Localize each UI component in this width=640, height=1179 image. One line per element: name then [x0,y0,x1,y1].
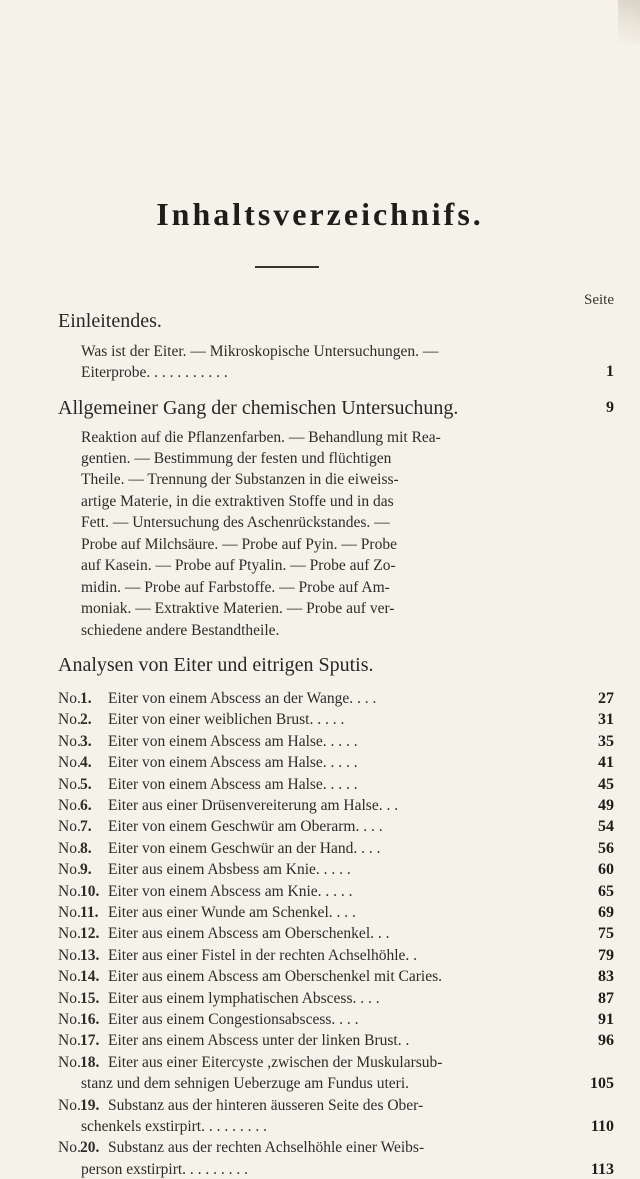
allgemeiner-page: 9 [606,399,614,416]
analysen-entry [58,990,614,1012]
entry-number: 2. [80,711,92,729]
seite-column-label: Seite [584,292,614,308]
einleitendes-page: 1 [606,363,614,380]
entry-no-label: No. [58,946,81,964]
entry-text: Eiter aus einer Drüsenvereiterung am Halse. . . [108,797,399,814]
analysen-entry [58,1139,614,1161]
entry-number: 20. [80,1139,100,1157]
entry-text: Substanz aus der rechten Achselhöhle einer Weibs- [108,1139,425,1157]
section-heading-allgemeiner: Allgemeiner Gang der chemischen Untersuchung. [58,397,459,419]
entry-text: Substanz aus der hinteren äusseren Seite des Ober- [108,1096,424,1114]
analysen-entry [58,925,614,947]
entry-text: Eiter aus einem Congestionsabscess. . . . [108,1011,359,1028]
entry-number: 9. [80,861,92,879]
allgemeiner-line-5: Fett. — Untersuchung des Aschenrückstandes. — [81,514,390,531]
entry-text: Eiter von einem Abscess am Knie. . . . . [108,882,353,900]
analysen-entry [58,968,614,990]
entry-page: 110 [590,1118,614,1135]
entry-no-label: No. [58,818,81,836]
entry-no-label: No. [58,1096,81,1114]
analysen-entry [58,818,614,840]
analysen-entry [58,797,614,819]
allgemeiner-line-7: auf Kasein. — Probe auf Ptyalin. — Probe auf Zo- [81,557,396,574]
entry-number: 1. [80,690,92,707]
entry-text: Eiter von einem Geschwür an der Hand. . . . [108,839,381,857]
allgemeiner-line-1: Reaktion auf die Pflanzenfarben. — Behandlung mit Rea- [81,429,441,446]
entry-no-label: No. [58,1032,81,1050]
allgemeiner-line-3: Theile. — Trennung der Substanzen in die eiweiss- [81,471,399,488]
entry-number: 6. [80,797,92,814]
entry-number: 19. [80,1096,100,1114]
analysen-entry [58,690,614,712]
entry-no-label: No. [58,797,81,814]
entry-page: 41 [598,754,614,772]
analysen-entry [58,711,614,733]
entry-page: 96 [598,1032,614,1050]
entry-number: 8. [80,839,92,857]
entry-page: 45 [598,775,614,793]
entry-no-label: No. [58,754,81,772]
entry-text: Eiter aus einer Eitercyste ,zwischen der Muskularsub- [108,1053,443,1071]
entry-page: 91 [598,1011,614,1028]
entry-number: 11. [80,904,99,921]
allgemeiner-line-9: moniak. — Extraktive Materien. — Probe auf ver- [81,600,395,617]
entry-page: 35 [598,732,614,750]
allgemeiner-line-6: Probe auf Milchsäure. — Probe auf Pyin. — Probe [81,536,397,553]
entry-page: 56 [598,839,614,857]
analysen-entry [58,861,614,883]
analysen-entry [58,1097,614,1119]
entry-text: Eiter von einem Abscess am Halse. . . . . [108,732,358,750]
analysen-entry [58,776,614,798]
entry-page: 87 [598,989,614,1007]
entry-no-label: No. [58,968,81,986]
entry-number: 14. [80,968,100,986]
entry-text: Eiter von einer weiblichen Brust. . . . . [108,711,345,729]
entry-text: Eiter aus einer Fistel in der rechten Achselhöhle. . [108,946,418,964]
einleitendes-line-1: Was ist der Eiter. — Mikroskopische Untersuchungen. — [81,343,439,360]
allgemeiner-line-2: gentien. — Bestimmung der festen und flüchtigen [81,450,392,467]
entry-page: 113 [590,1160,614,1178]
entry-page: 60 [598,861,614,879]
entry-text: Eiter ans einem Abscess unter der linken Brust. . [108,1032,410,1050]
analysen-entry [58,754,614,776]
entry-no-label: No. [58,882,81,900]
entry-text: Eiter von einem Abscess am Halse. . . . . [108,775,358,793]
page-title: Inhaltsverzeichnifs. [156,196,484,232]
allgemeiner-line-10: schiedene andere Bestandtheile. [81,622,280,639]
section-heading-analysen: Analysen von Eiter und eitrigen Sputis. [58,654,374,676]
page-corner-fold [618,0,640,44]
entry-text-continuation: person exstirpirt. . . . . . . . . [81,1160,249,1178]
entry-number: 12. [80,925,100,943]
entry-page: 105 [590,1075,614,1093]
entry-number: 5. [80,775,92,793]
entry-no-label: No. [58,775,81,793]
entry-no-label: No. [58,1011,81,1028]
entry-no-label: No. [58,989,81,1007]
entry-number: 16. [80,1011,100,1028]
analysen-entry [58,1011,614,1033]
entry-page: 54 [598,818,614,836]
entry-text: Eiter aus einem Abscess am Oberschenkel. . . [108,925,390,943]
entry-text: Eiter von einem Geschwür am Oberarm. . . . [108,818,383,836]
analysen-entry [58,840,614,862]
entry-no-label: No. [58,711,81,729]
entry-no-label: No. [58,925,81,943]
entry-text: Eiter aus einer Wunde am Schenkel. . . . [108,904,356,921]
entry-number: 13. [80,946,100,964]
entry-number: 4. [80,754,92,772]
entry-text-continuation: schenkels exstirpirt. . . . . . . . . [81,1118,267,1135]
analysen-entry [58,904,614,926]
entry-text: Eiter aus einem Absbess am Knie. . . . . [108,861,351,879]
entry-number: 15. [80,989,100,1007]
entry-text: Eiter von einem Abscess am Halse. . . . . [108,754,358,772]
entry-page: 79 [598,946,614,964]
entry-number: 18. [80,1053,100,1071]
entry-text: Eiter von einem Abscess an der Wange. . . . [108,690,377,707]
entry-page: 83 [598,968,614,986]
entry-page: 69 [598,904,614,921]
einleitendes-line-2: Eiterprobe. . . . . . . . . . . [81,364,228,381]
entry-page: 27 [598,690,614,707]
analysen-entry [58,1054,614,1076]
entry-no-label: No. [58,1139,81,1157]
entry-page: 31 [598,711,614,729]
entry-no-label: No. [58,861,81,879]
section-heading-einleitendes: Einleitendes. [58,310,162,332]
allgemeiner-line-8: midin. — Probe auf Farbstoffe. — Probe auf Am- [81,579,390,596]
entry-page: 75 [598,925,614,943]
entry-no-label: No. [58,839,81,857]
entry-number: 7. [80,818,92,836]
entry-text: Eiter aus einem Abscess am Oberschenkel mit Caries. [108,968,443,986]
entry-no-label: No. [58,904,81,921]
allgemeiner-line-4: artige Materie, in die extraktiven Stoffe und in das [81,493,394,510]
analysen-entry [58,733,614,755]
entry-text: Eiter aus einem lymphatischen Abscess. . . . [108,989,380,1007]
entry-text-continuation: stanz und dem sehnigen Ueberzuge am Fundus uteri. [81,1075,409,1093]
entry-page: 49 [598,797,614,814]
entry-number: 3. [80,732,92,750]
entry-no-label: No. [58,732,81,750]
entry-no-label: No. [58,690,81,707]
entry-number: 10. [80,882,100,900]
analysen-entry [58,947,614,969]
entry-number: 17. [80,1032,100,1050]
entry-no-label: No. [58,1053,81,1071]
title-divider [255,266,319,268]
entry-page: 65 [598,882,614,900]
analysen-entry [58,883,614,905]
analysen-entry [58,1032,614,1054]
